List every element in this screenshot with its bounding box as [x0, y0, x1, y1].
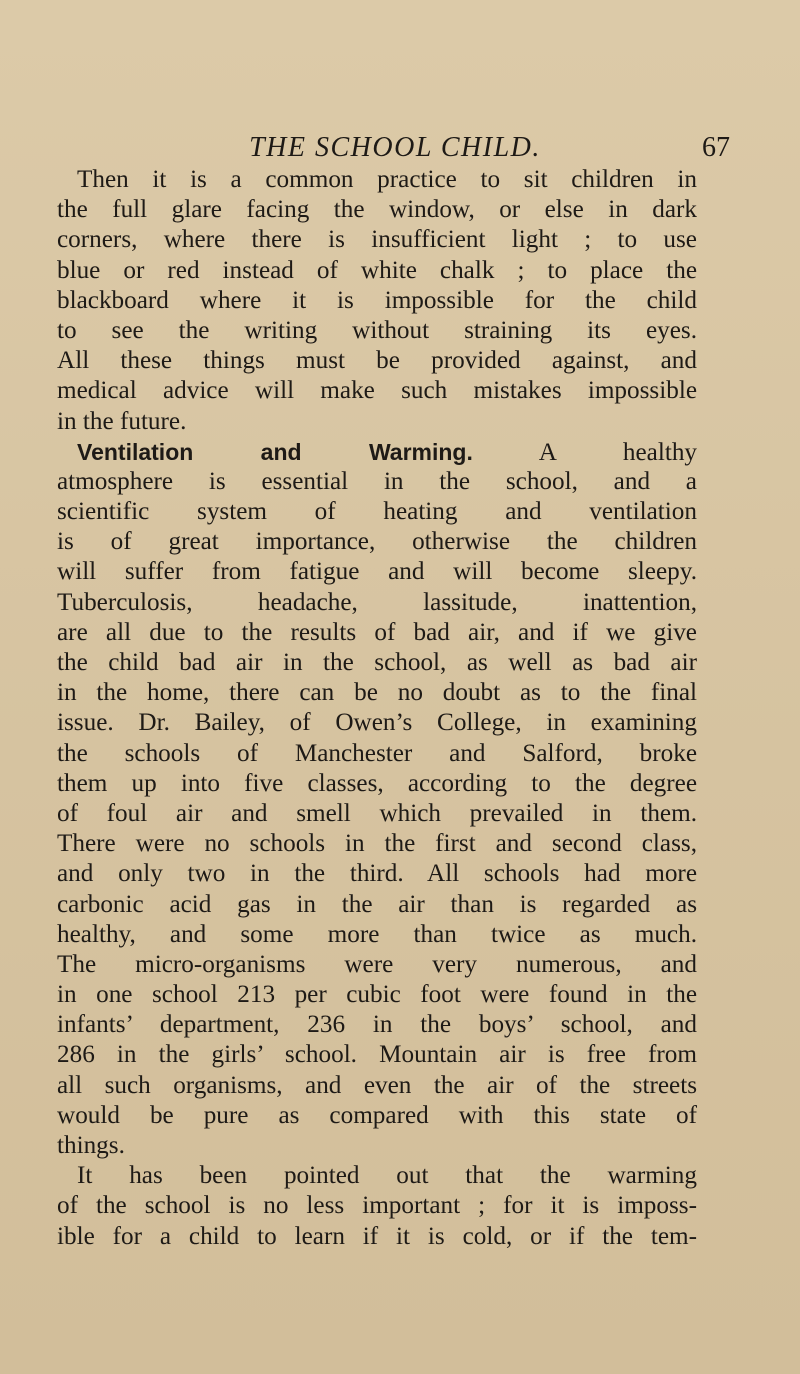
section-heading: Ventilation and Warming.: [77, 438, 473, 465]
text-line: medical advice will make such mistakes impossible: [57, 377, 697, 405]
text-line: the schools of Manchester and Salford, broke: [57, 739, 697, 767]
running-head: [60, 130, 730, 166]
text-line: are all due to the results of bad air, and if we give: [57, 618, 697, 646]
section-first-line: [57, 437, 697, 467]
text-line: of the school is no less important ; for it is imposs-: [57, 1192, 697, 1220]
text-line: to see the writing without straining its eyes.: [57, 316, 697, 344]
text-line: The micro-organisms were very numerous, and: [57, 950, 697, 978]
text-line: the child bad air in the school, as well as bad air: [57, 649, 697, 676]
text-line: All these things must be provided against, and: [57, 347, 697, 375]
text-line: ible for a child to learn if it is cold, or if the tem-: [57, 1222, 697, 1250]
text-line: all such organisms, and even the air of the streets: [57, 1071, 697, 1099]
text-line: is of great importance, otherwise the children: [57, 528, 697, 556]
text-line: issue. Dr. Bailey, of Owen’s College, in examining: [57, 709, 697, 737]
section-first-line-text: A healthy: [538, 438, 698, 466]
running-title: THE SCHOOL CHILD.: [249, 132, 541, 163]
text-line: blue or red instead of white chalk ; to place the: [57, 256, 697, 284]
text-line: of foul air and smell which prevailed in them.: [57, 799, 697, 827]
text-line: will suffer from fatigue and will become sleepy.: [57, 558, 697, 586]
text-line: scientific system of heating and ventilation: [57, 498, 697, 526]
text-line: them up into five classes, according to the degree: [57, 769, 697, 797]
body-text: [57, 165, 697, 1252]
text-line: healthy, and some more than twice as much.: [57, 920, 697, 948]
text-line: infants’ department, 236 in the boys’ school, and: [57, 1011, 697, 1039]
text-line: in the home, there can be no doubt as to the final: [57, 679, 697, 707]
text-line: Then it is a common practice to sit children in: [77, 166, 697, 193]
text-line: blackboard where it is impossible for the child: [57, 286, 697, 314]
text-line: in the future.: [57, 407, 187, 435]
text-line: Tuberculosis, headache, lassitude, inattention,: [57, 588, 697, 616]
text-line: corners, where there is insufficient light ; to use: [57, 226, 697, 254]
text-line: atmosphere is essential in the school, and a: [57, 467, 697, 495]
text-line: carbonic acid gas in the air than is regarded as: [57, 890, 697, 918]
text-line: would be pure as compared with this state of: [57, 1101, 697, 1129]
text-line: There were no schools in the first and second class,: [57, 830, 697, 858]
text-line: and only two in the third. All schools had more: [57, 860, 697, 888]
text-line: It has been pointed out that the warming: [77, 1162, 697, 1190]
text-line: the full glare facing the window, or else in dark: [57, 196, 697, 224]
text-line: in one school 213 per cubic foot were found in the: [57, 981, 697, 1009]
text-line: 286 in the girls’ school. Mountain air is free from: [57, 1041, 697, 1069]
page-number: 67: [702, 132, 730, 163]
text-line: things.: [57, 1132, 125, 1159]
